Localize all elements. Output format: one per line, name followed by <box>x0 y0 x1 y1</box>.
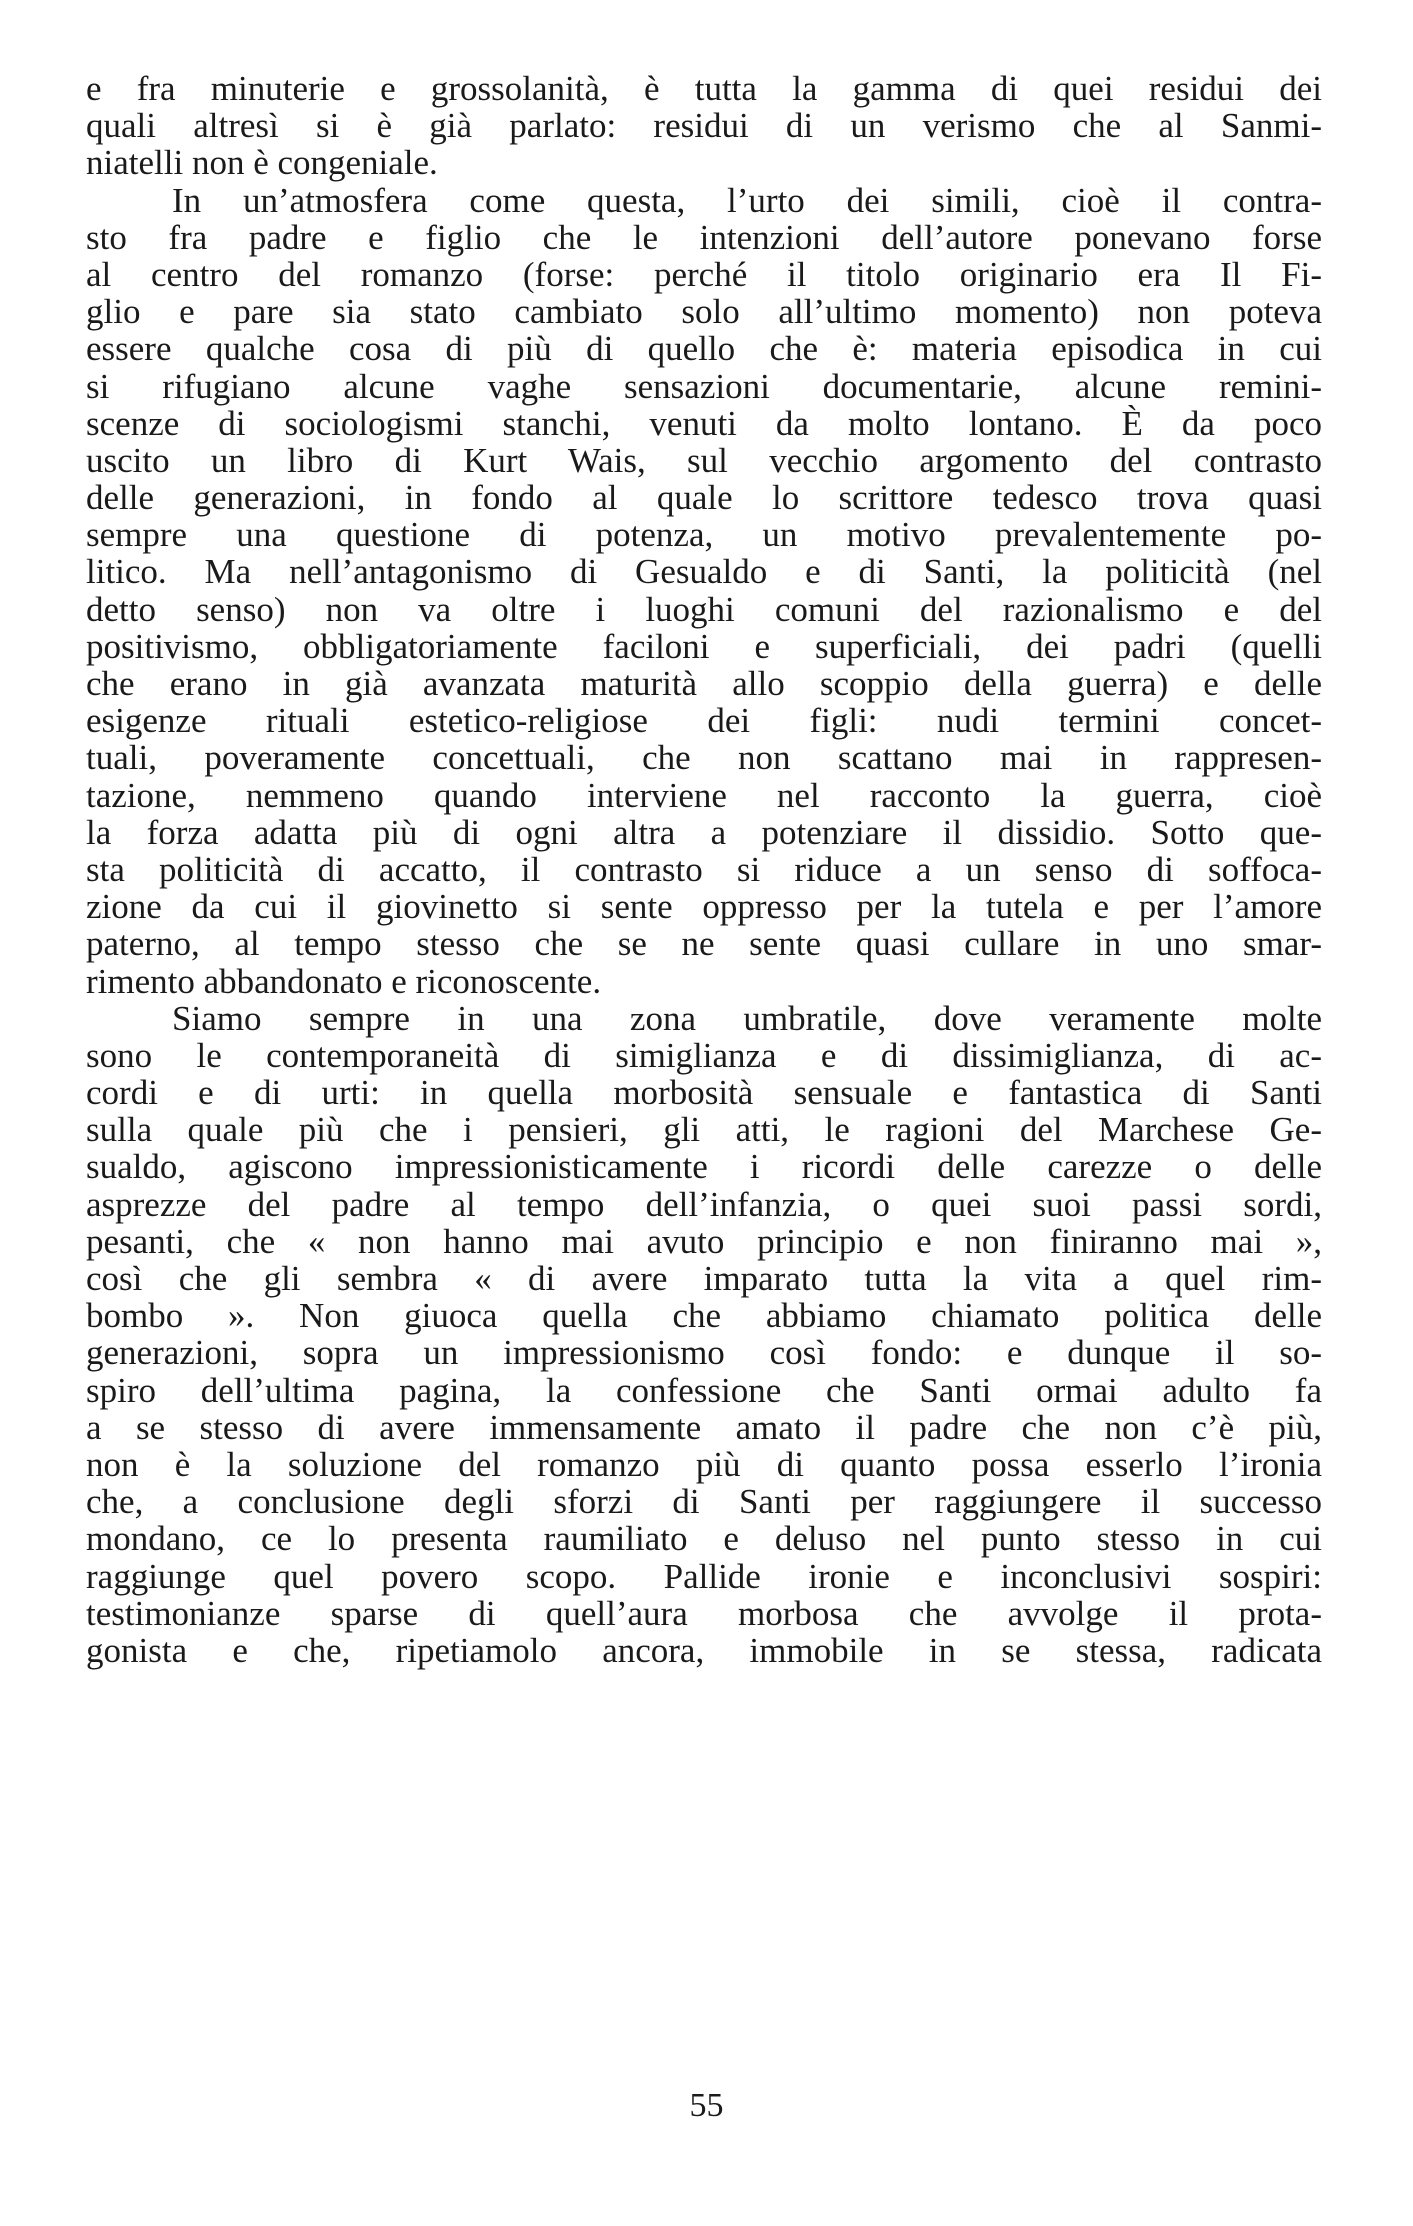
body-text <box>86 70 1322 1669</box>
text-line: sono le contemporaneità di simiglianza e di dissimiglianza, di ac- <box>86 1035 1322 1075</box>
text-line: non è la soluzione del romanzo più di quanto possa esserlo l’ironia <box>86 1444 1322 1484</box>
text-line: così che gli sembra « di avere imparato tutta la vita a quel rim- <box>86 1259 1322 1298</box>
text-line: e fra minuterie e grossolanità, è tutta la gamma di quei residui dei <box>86 69 1322 108</box>
text-line: esigenze rituali estetico-religiose dei figli: nudi termini concet- <box>86 701 1322 741</box>
text-line: spiro dell’ultima pagina, la confessione che Santi ormai adulto fa <box>86 1370 1322 1410</box>
text-line: a se stesso di avere immensamente amato il padre che non c’è più, <box>86 1407 1322 1447</box>
text-line: sulla quale più che i pensieri, gli atti, le ragioni del Marchese Ge- <box>86 1110 1322 1150</box>
text-line: al centro del romanzo (forse: perché il titolo originario era Il Fi- <box>86 254 1322 294</box>
text-line: sto fra padre e figlio che le intenzioni dell’autore ponevano forse <box>86 217 1322 257</box>
text-line: rimento abbandonato e riconoscente. <box>86 961 602 1001</box>
page-number: 55 <box>689 2087 724 2124</box>
text-line: si rifugiano alcune vaghe sensazioni documentarie, alcune remini- <box>86 366 1322 406</box>
text-line: testimonianze sparse di quell’aura morbosa che avvolge il prota- <box>86 1593 1322 1633</box>
text-line: Siamo sempre in una zona umbratile, dove veramente molte <box>172 998 1322 1038</box>
text-line: sta politicità di accatto, il contrasto si riduce a un senso di soffoca- <box>86 849 1322 889</box>
text-line: tuali, poveramente concettuali, che non scattano mai in rappresen- <box>86 738 1322 778</box>
text-line: paterno, al tempo stesso che se ne sente quasi cullare in uno smar- <box>86 924 1322 964</box>
text-line: cordi e di urti: in quella morbosità sensuale e fantastica di Santi <box>86 1073 1322 1113</box>
text-line: positivismo, obbligatoriamente faciloni e superficiali, dei padri (quelli <box>86 626 1322 666</box>
text-line: raggiunge quel povero scopo. Pallide ironie e inconclusivi sospiri: <box>86 1556 1322 1596</box>
text-line: pesanti, che « non hanno mai avuto principio e non finiranno mai », <box>86 1221 1322 1261</box>
text-line: che, a conclusione degli sforzi di Santi per raggiungere il successo <box>86 1482 1322 1522</box>
text-line: In un’atmosfera come questa, l’urto dei simili, cioè il contra- <box>172 180 1322 220</box>
text-line: che erano in già avanzata maturità allo scoppio della guerra) e delle <box>86 664 1322 703</box>
text-line: quali altresì si è già parlato: residui di un verismo che al Sanmi- <box>86 106 1322 146</box>
text-line: sualdo, agiscono impressionisticamente i ricordi delle carezze o delle <box>86 1147 1322 1187</box>
text-line: delle generazioni, in fondo al quale lo scrittore tedesco trova quasi <box>86 478 1322 518</box>
text-line: niatelli non è congeniale. <box>86 143 438 183</box>
text-line: la forza adatta più di ogni altra a potenziare il dissidio. Sotto que- <box>86 812 1322 852</box>
text-line: zione da cui il giovinetto si sente oppresso per la tutela e per l’amore <box>86 887 1322 927</box>
text-line: generazioni, sopra un impressionismo così fondo: e dunque il so- <box>86 1333 1322 1373</box>
text-line: litico. Ma nell’antagonismo di Gesualdo e di Santi, la politicità (nel <box>86 552 1322 592</box>
text-line: scenze di sociologismi stanchi, venuti da molto lontano. È da poco <box>86 403 1322 443</box>
text-line: essere qualche cosa di più di quello che è: materia episodica in cui <box>86 329 1322 369</box>
text-line: sempre una questione di potenza, un motivo prevalentemente po- <box>86 515 1322 555</box>
text-line: tazione, nemmeno quando interviene nel racconto la guerra, cioè <box>86 775 1322 815</box>
text-line: mondano, ce lo presenta raumiliato e deluso nel punto stesso in cui <box>86 1519 1322 1559</box>
text-line: bombo ». Non giuoca quella che abbiamo chiamato politica delle <box>86 1296 1322 1336</box>
text-line: asprezze del padre al tempo dell’infanzia, o quei suoi passi sordi, <box>86 1184 1322 1224</box>
text-line: uscito un libro di Kurt Wais, sul vecchio argomento del contrasto <box>86 440 1322 480</box>
text-line: detto senso) non va oltre i luoghi comuni del razionalismo e del <box>86 589 1322 629</box>
text-line: glio e pare sia stato cambiato solo all’ultimo momento) non poteva <box>86 292 1322 332</box>
text-line: gonista e che, ripetiamolo ancora, immobile in se stessa, radicata <box>86 1630 1322 1670</box>
